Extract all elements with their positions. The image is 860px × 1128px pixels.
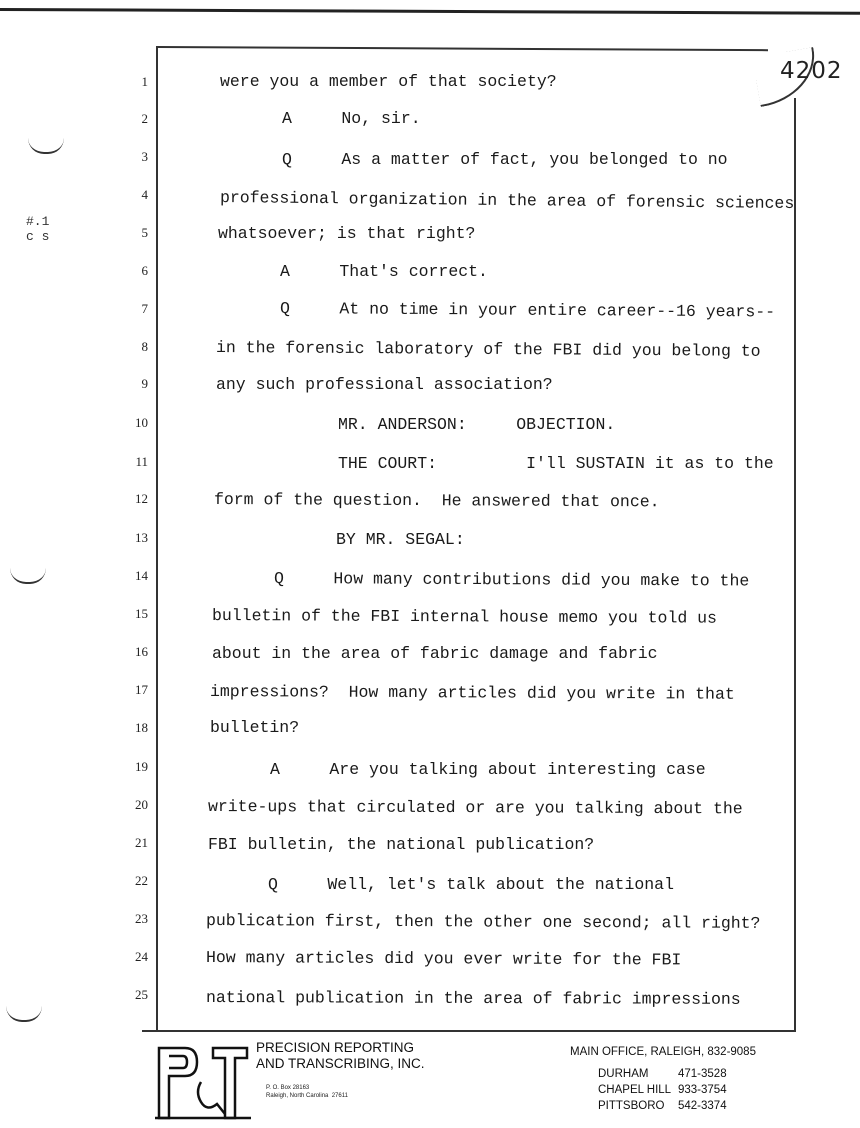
binder-hole-mark (28, 138, 64, 154)
transcript-line: Q At no time in your entire career--16 years-- (279, 299, 776, 322)
top-edge-rule (0, 8, 860, 15)
pt-logo-icon (155, 1042, 251, 1122)
transcript-line: How many articles did you ever write for the FBI (205, 948, 682, 970)
transcript-line: THE COURT: I'll SUSTAIN it as to the (338, 454, 774, 473)
address-line: P. O. Box 28163 (266, 1085, 310, 1091)
page-top-border (158, 46, 768, 51)
office-phone: 933-3754 (678, 1084, 727, 1096)
line-number: 5 (141, 225, 148, 240)
line-number: 2 (141, 111, 148, 126)
line-number: 15 (135, 606, 148, 621)
transcript-line: BY MR. SEGAL: (336, 530, 465, 549)
office-phone: 542-3374 (678, 1100, 727, 1112)
line-number: 16 (135, 644, 148, 659)
line-number: 14 (135, 568, 148, 583)
main-office: MAIN OFFICE, RALEIGH, 832-9085 (570, 1046, 756, 1058)
line-number: 13 (135, 530, 148, 545)
company-name-line: AND TRANSCRIBING, INC. (256, 1056, 425, 1071)
binder-hole-mark (6, 1006, 42, 1022)
binder-hole-mark (10, 568, 46, 584)
transcript-line: whatsoever; is that right? (218, 224, 476, 243)
line-number: 24 (135, 949, 148, 964)
transcript-line: bulletin? (210, 718, 300, 737)
page-number: 4202 (780, 58, 843, 84)
margin-note: #.1 c s (26, 214, 50, 244)
transcript-line: in the forensic laboratory of the FBI did you belong to (215, 338, 761, 361)
line-number: 4 (141, 187, 148, 202)
transcript-line: were you a member of that society? (220, 72, 557, 91)
line-number: 3 (141, 149, 148, 164)
line-number: 1 (141, 74, 148, 89)
transcript-line: any such professional association? (216, 375, 553, 394)
transcript-line: professional organization in the area of forensic sciences (219, 188, 795, 214)
company-address (266, 1084, 348, 1100)
office-city: PITTSBORO (598, 1100, 665, 1112)
transcript-line: A Are you talking about interesting case (270, 760, 706, 779)
line-number: 10 (135, 415, 148, 430)
transcript-line: publication first, then the other one second; all right? (205, 911, 761, 933)
line-number: 21 (135, 835, 148, 850)
line-number: 18 (135, 720, 148, 735)
transcript-line: write-ups that circulated or are you talking about the (207, 797, 743, 819)
line-number: 17 (135, 682, 148, 697)
transcript-line: FBI bulletin, the national publication? (208, 835, 595, 854)
office-city: DURHAM (598, 1068, 649, 1080)
line-number: 25 (135, 987, 148, 1002)
company-name-line: PRECISION REPORTING (256, 1040, 415, 1055)
transcript-line: Q As a matter of fact, you belonged to no (282, 150, 728, 169)
line-number: 11 (135, 454, 148, 469)
line-number: 22 (135, 873, 148, 888)
office-phone: 471-3528 (678, 1068, 727, 1080)
line-number: 9 (141, 376, 148, 391)
right-margin-line (794, 98, 796, 1032)
left-margin-line (156, 46, 158, 1031)
transcript-line: about in the area of fabric damage and fabric (212, 644, 658, 663)
company-name (256, 1040, 425, 1072)
line-number: 23 (135, 911, 148, 926)
line-number: 6 (141, 263, 148, 278)
line-number: 12 (135, 491, 148, 506)
transcript-line: form of the question. He answered that once. (213, 490, 660, 512)
transcript-line: MR. ANDERSON: OBJECTION. (338, 415, 616, 434)
transcript-line: A That's correct. (280, 262, 488, 281)
transcript-line: Q How many contributions did you make to the (273, 569, 750, 591)
transcript-line: national publication in the area of fabric impressions (205, 988, 741, 1009)
line-number: 7 (141, 301, 148, 316)
transcript-line: A No, sir. (282, 109, 421, 128)
page-footer (0, 1032, 860, 1128)
transcript-line: Q Well, let's talk about the national (268, 875, 674, 894)
line-number: 20 (135, 797, 148, 812)
line-number: 8 (141, 339, 148, 354)
transcript-line: bulletin of the FBI internal house memo you told us (211, 606, 718, 628)
address-line: Raleigh, North Carolina 27611 (266, 1093, 348, 1099)
transcript-line: impressions? How many articles did you write in that (209, 682, 735, 704)
line-number: 19 (135, 759, 148, 774)
office-city: CHAPEL HILL (598, 1084, 672, 1096)
